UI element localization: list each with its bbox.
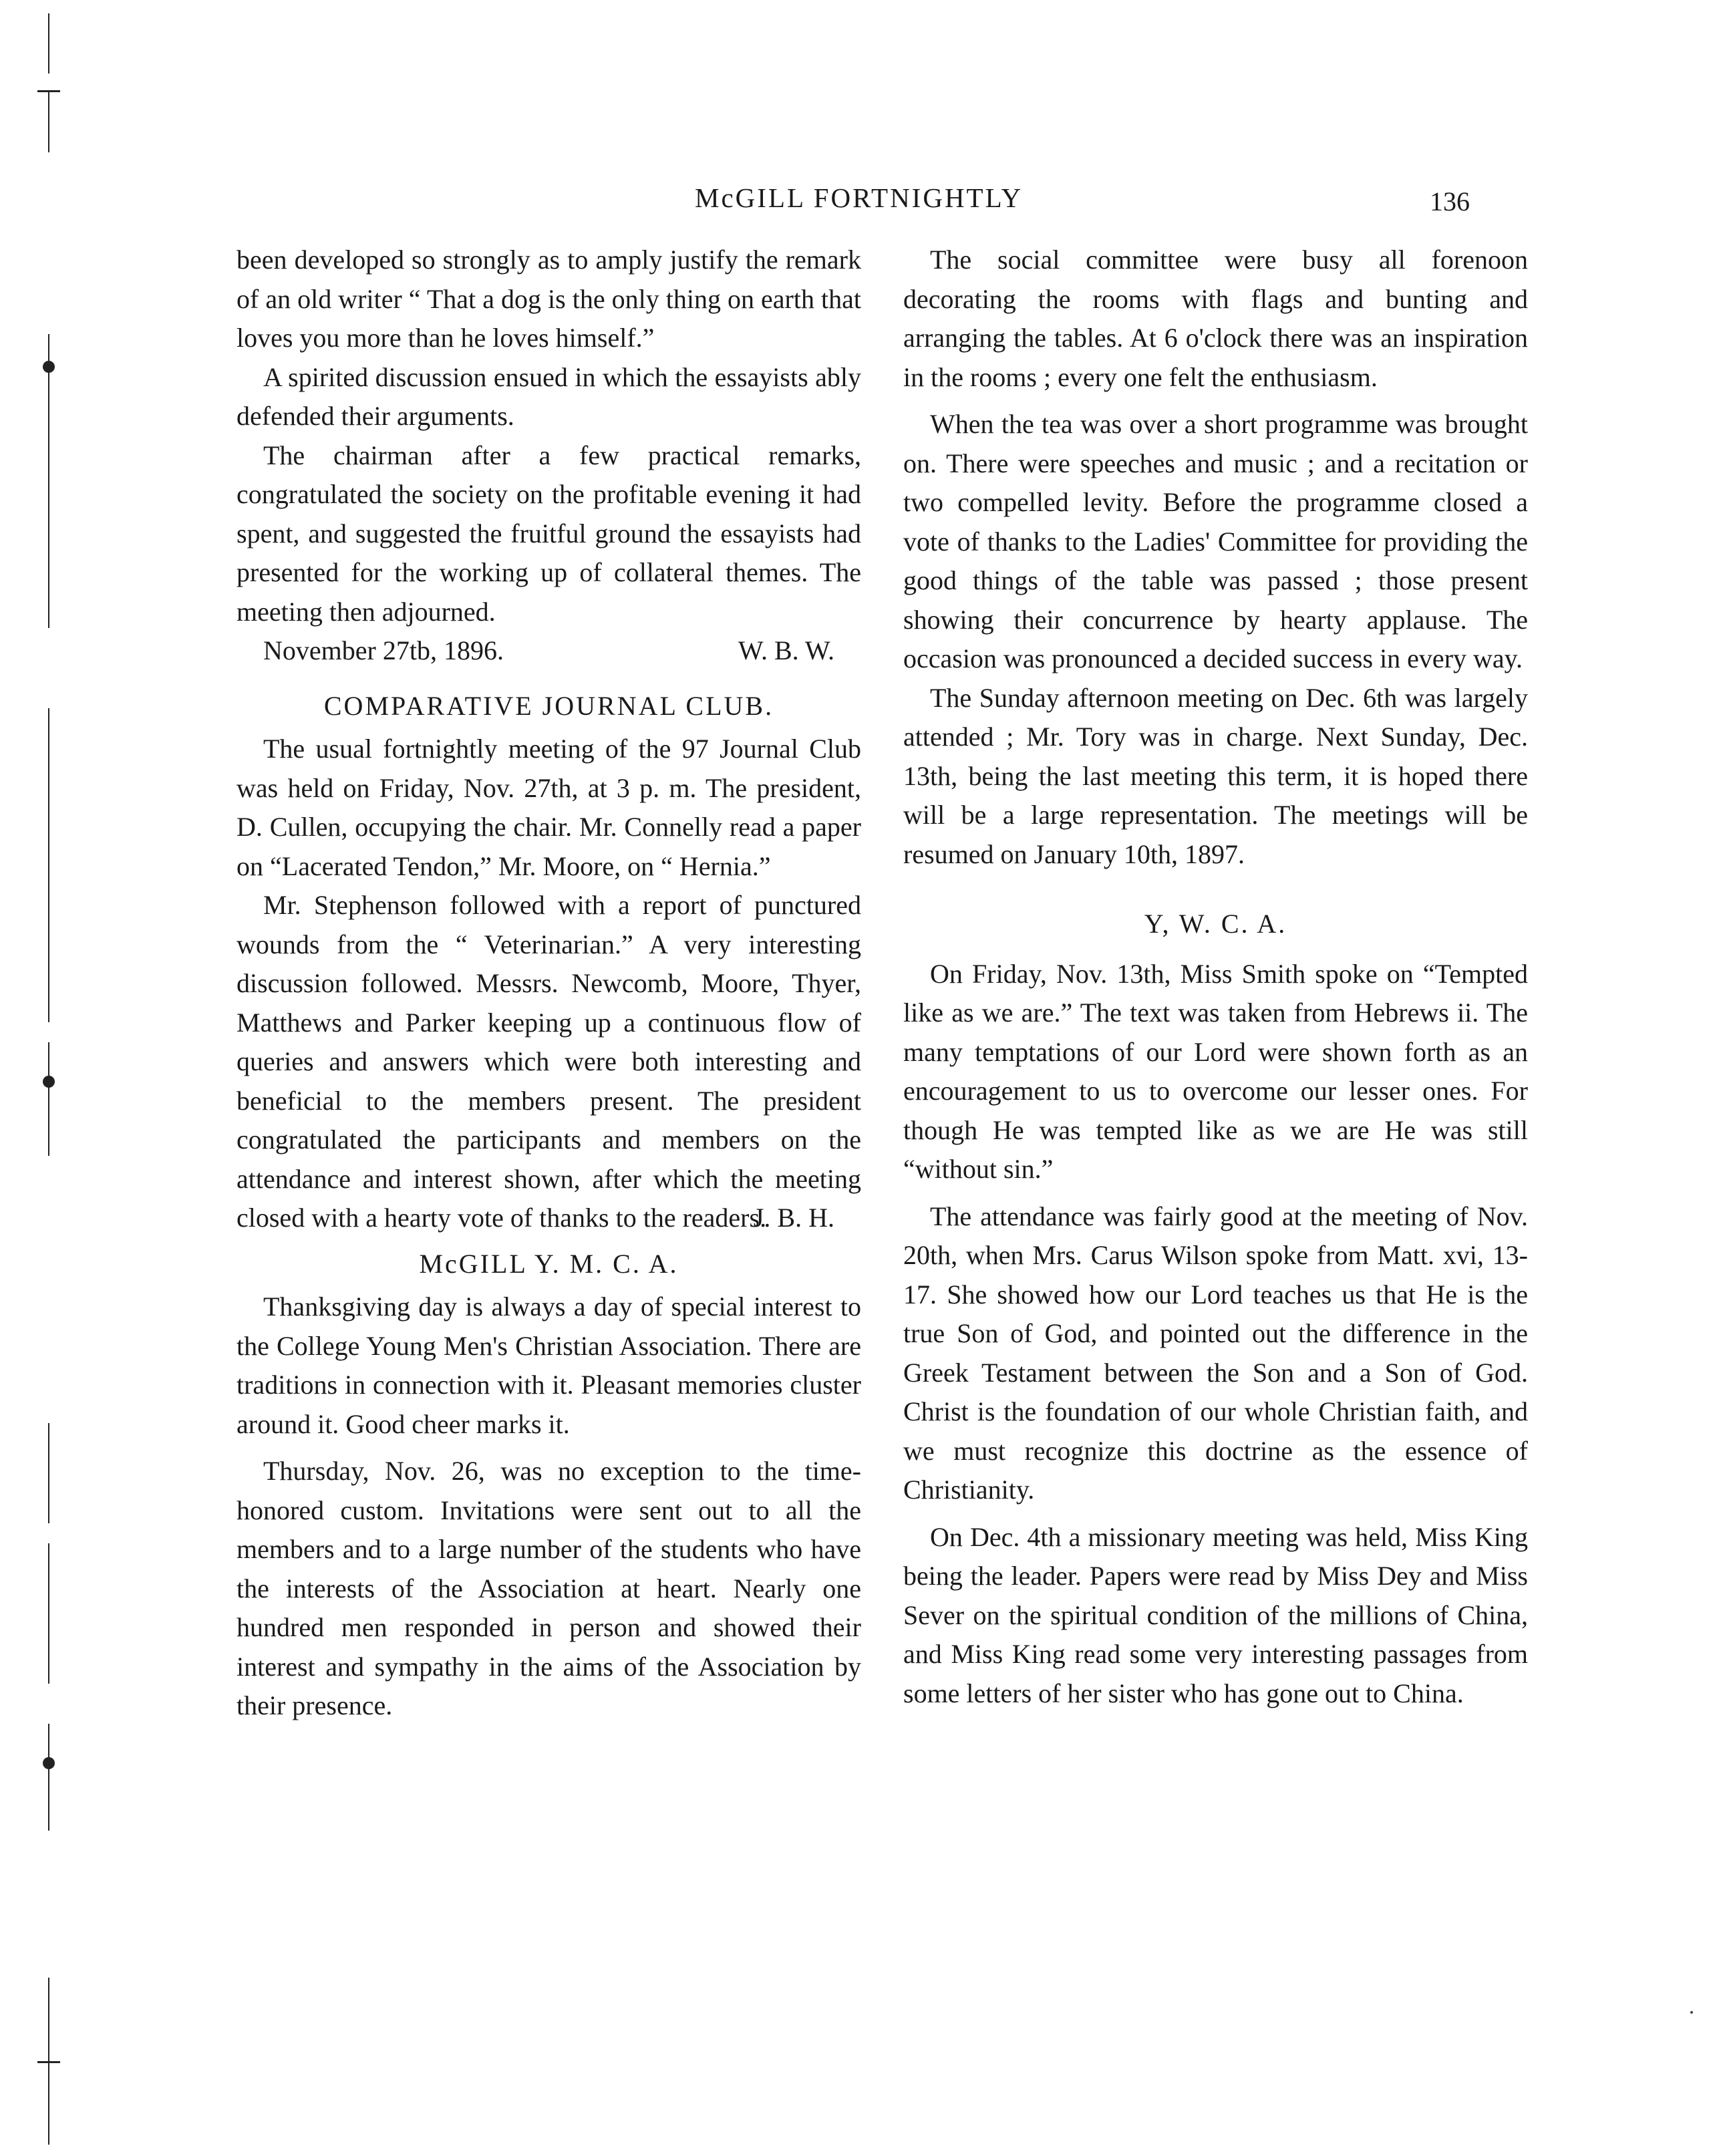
signature: J. B. H. (753, 1203, 834, 1233)
date-signature-line (237, 631, 861, 671)
margin-rule (48, 1042, 49, 1156)
paragraph: The Sunday afternoon meeting on Dec. 6th was largely attended ; Mr. Tory was in charge. Next Sunday, Dec. 13th, being the last meeting this term, it is hoped there will be a large representation. The meetings will be resumed on January 10th, 1897. (903, 682, 1528, 869)
paragraph: The attendance was fairly good at the meeting of Nov. 20th, when Mrs. Carus Wilson spoke from Matt. xvi, 13-17. She showed how our Lord teaches us that He is the true Son of God, and pointed out the difference in the Greek Testament between the Son and a Son of God. Christ is the foundation of our whole Christian faith, and we must recognize this doctrine as the essence of Christianity. (903, 1201, 1528, 1505)
margin-rule (48, 1543, 49, 1684)
margin-rule (48, 92, 49, 152)
running-head: McGILL FORTNIGHTLY (695, 182, 1024, 213)
right-column (903, 241, 1528, 1713)
scan-speck (1690, 2011, 1693, 2014)
paragraph: The usual fortnightly meeting of the 97 Journal Club was held on Friday, Nov. 27th, at 3 p. m. The president, D. Cullen, occupying the chair. Mr. Connelly read a paper on “Lacerated Tendon,” Mr. Moore, on “ Hernia.” (237, 734, 861, 881)
paragraph: When the tea was over a short programme was brought on. There were speeches and music ; and a recitation or two compelled levity. Before the programme closed a vote of thanks to the Ladies' Committee for providing the good things of the table was passed ; those present showing their concurrence by hearty applause. The occasion was pronounced a decided success in every way. (903, 409, 1528, 673)
margin-mark (37, 2061, 60, 2063)
date-line: November 27tb, 1896. (263, 635, 504, 665)
paragraph: The chairman after a few practical remarks, congratulated the society on the profitable evening it had spent, and suggested the fruitful ground the essayists had presented for the working up of collateral themes. The meeting then adjourned. (237, 440, 861, 627)
paragraph: been developed so strongly as to amply justify the remark of an old writer “ That a dog is the only thing on earth that loves you more than he loves himself.” (237, 245, 861, 353)
margin-rule (48, 708, 49, 1022)
signature: W. B. W. (738, 635, 834, 665)
paragraph: On Dec. 4th a missionary meeting was held, Miss King being the leader. Papers were read by Miss Dey and Miss Sever on the spiritual condition of the millions of China, and Miss King read some very interesting passages from some letters of her sister who has gone out to China. (903, 1521, 1528, 1708)
section-heading: COMPARATIVE JOURNAL CLUB. (323, 690, 774, 721)
margin-rule (48, 1724, 49, 1831)
section-heading: McGILL Y. M. C. A. (419, 1248, 679, 1279)
margin-rule (48, 13, 49, 73)
section-heading: Y, W. C. A. (1144, 909, 1287, 939)
margin-rule (48, 1423, 49, 1523)
paragraph: Thursday, Nov. 26, was no exception to the time-honored custom. Invitations were sent out to all the members and to a large number of the students who have the interests of the Association at heart. Nearly one hundred men responded in person and showed their interest and sympathy in the aims of the Association by their presence. (237, 1456, 861, 1720)
paragraph: Thanksgiving day is always a day of special interest to the College Young Men's Christian Association. There are traditions in connection with it. Pleasant memories cluster around it. Good cheer marks it. (237, 1291, 861, 1439)
margin-rule (48, 334, 49, 628)
paragraph: A spirited discussion ensued in which the essayists ably defended their arguments. (237, 361, 861, 431)
page-number: 136 (1430, 186, 1470, 216)
paragraph: Mr. Stephenson followed with a report of punctured wounds from the “ Veterinarian.” A very interesting discussion followed. Messrs. Newcomb, Moore, Thyer, Matthews and Parker keeping up a continuous flow of queries and answers which were both interesting and beneficial to the members present. The president congratulated the participants and members on the attendance and interest shown, after which the meeting closed with a hearty vote of thanks to the readers. (237, 890, 861, 1233)
paragraph: On Friday, Nov. 13th, Miss Smith spoke on “Tempted like as we are.” The text was taken from Hebrews ii. The many temptations of our Lord were shown forth as an encouragement to us to overcome our lesser ones. For though He was tempted like as we are He was still “without sin.” (903, 958, 1528, 1184)
left-column (237, 241, 861, 1726)
paragraph: The social committee were busy all forenoon decorating the rooms with flags and bunting and arranging the tables. At 6 o'clock there was an inspiration in the rooms ; every one felt the enthusiasm. (903, 245, 1528, 392)
